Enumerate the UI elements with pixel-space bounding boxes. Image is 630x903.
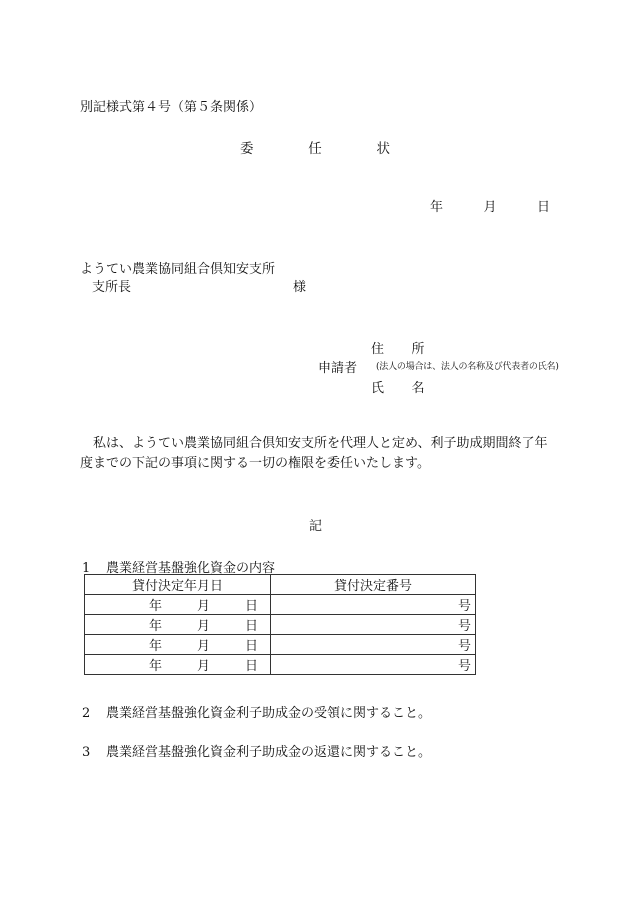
- date-year-label: 年: [430, 200, 444, 215]
- cell-year: 年: [149, 619, 163, 634]
- applicant-note: (法人の場合は、法人の名称及び代表者の氏名): [376, 362, 559, 372]
- loan-date-header: 貸付決定年月日: [85, 575, 271, 595]
- cell-day: 日: [244, 619, 258, 634]
- name-label: 氏 名: [371, 381, 437, 396]
- cell-year: 年: [149, 599, 163, 614]
- title-char-1: 委: [240, 141, 254, 157]
- loan-number-header: 貸付決定番号: [271, 575, 476, 595]
- loan-number-cell[interactable]: 号: [271, 655, 476, 675]
- loan-number-cell[interactable]: 号: [271, 615, 476, 635]
- ki-heading: 記: [309, 519, 323, 534]
- delegation-statement: 私は、ようてい農業協同組合倶知安支所を代理人と定め、利子助成期間終了年度までの下記の事項に関する一切の権限を委任いたします。: [80, 436, 548, 471]
- title-char-3: 状: [376, 141, 390, 157]
- date-line: [430, 196, 550, 215]
- loan-table: [84, 574, 476, 675]
- loan-date-cell[interactable]: [85, 635, 271, 655]
- document-title: [240, 137, 390, 157]
- cell-month: 月: [196, 619, 210, 634]
- section-3-item: [82, 741, 431, 760]
- form-number-label: 別記様式第４号（第５条関係）: [80, 100, 263, 115]
- recipient-honorific: 様: [293, 280, 307, 295]
- section-3-text: 農業経営基盤強化資金利子助成金の返還に関すること。: [106, 745, 432, 760]
- table-row: [85, 615, 476, 635]
- date-day-label: 日: [536, 200, 550, 215]
- cell-month: 月: [196, 599, 210, 614]
- address-label: 住 所: [371, 342, 437, 357]
- section-2-number: 2: [82, 706, 91, 721]
- table-row: [85, 655, 476, 675]
- date-month-label: 月: [483, 200, 497, 215]
- applicant-label: 申請者: [318, 361, 358, 376]
- cell-year: 年: [149, 659, 163, 674]
- loan-date-cell[interactable]: [85, 595, 271, 615]
- loan-number-cell[interactable]: 号: [271, 595, 476, 615]
- section-1-text: 農業経営基盤強化資金の内容: [106, 561, 276, 576]
- table-row: [85, 595, 476, 615]
- section-1-number: 1: [82, 561, 91, 576]
- cell-month: 月: [196, 659, 210, 674]
- cell-day: 日: [244, 599, 258, 614]
- cell-day: 日: [244, 659, 258, 674]
- cell-day: 日: [244, 639, 258, 654]
- section-3-number: 3: [82, 745, 91, 760]
- table-row: [85, 635, 476, 655]
- loan-date-cell[interactable]: [85, 655, 271, 675]
- recipient-organization: ようてい農業協同組合倶知安支所: [80, 262, 276, 277]
- section-2-text: 農業経営基盤強化資金利子助成金の受領に関すること。: [106, 706, 432, 721]
- loan-table-header-row: [85, 575, 476, 595]
- cell-year: 年: [149, 639, 163, 654]
- loan-number-cell[interactable]: 号: [271, 635, 476, 655]
- title-char-2: 任: [308, 141, 322, 157]
- section-2-item: [82, 702, 431, 721]
- loan-date-cell[interactable]: [85, 615, 271, 635]
- cell-month: 月: [196, 639, 210, 654]
- recipient-title: 支所長: [92, 280, 132, 295]
